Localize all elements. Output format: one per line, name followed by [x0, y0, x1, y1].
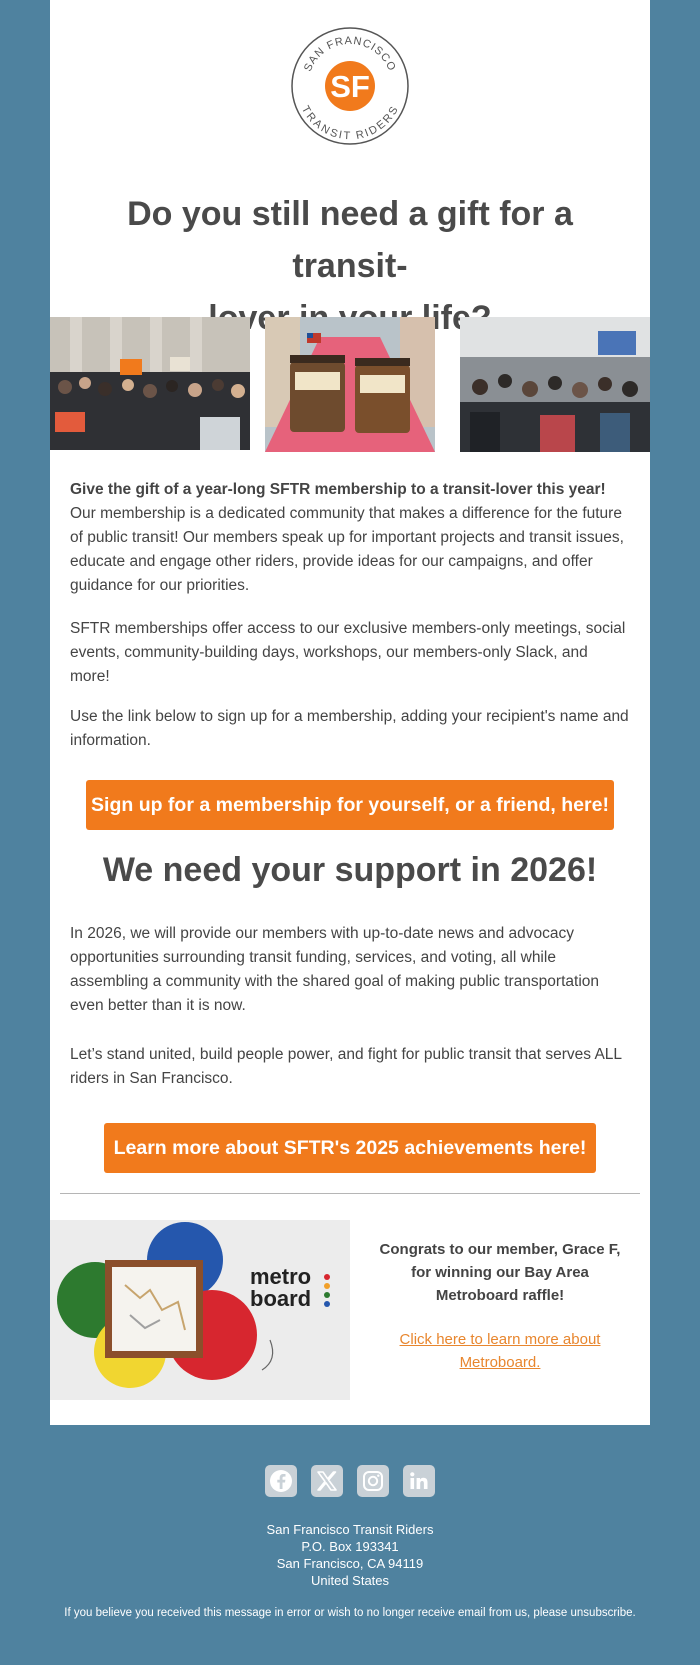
- unsubscribe-note[interactable]: If you believe you received this message in error or wish to no longer receive email from us, please unsubscribe.: [64, 1607, 636, 1619]
- address-box: P.O. Box 193341: [301, 1539, 399, 1554]
- membership-benefits-paragraph: SFTR memberships offer access to our exclusive members-only meetings, social events, community-building days, workshops, our members-only Slack, and more!: [70, 620, 626, 685]
- logo-top-text: SAN FRANCISCO: [301, 34, 399, 74]
- support-heading: We need your support in 2026!: [102, 851, 598, 889]
- signup-membership-button[interactable]: Sign up for a membership for yourself, or a friend, here!: [86, 780, 614, 830]
- stand-united-paragraph: Let’s stand united, build people power, and fight for public transit that serves ALL riders in San Francisco.: [70, 1046, 622, 1087]
- intro-rest: Our membership is a dedicated community that makes a difference for the future of public transit! Our members speak up for important projects and transit issues, educate and engage other riders, provide ideas for our campaigns, and offer guidance for our priorities.: [70, 505, 624, 594]
- intro-bold: Give the gift of a year-long SFTR membership to a transit-lover this year!: [70, 481, 606, 498]
- linkedin-icon[interactable]: [403, 1465, 435, 1497]
- address-city: San Francisco, CA 94119: [276, 1556, 424, 1571]
- page-title: Do you still need a gift for a transit- life?: [127, 195, 573, 337]
- address-org: San Francisco Transit Riders: [266, 1522, 434, 1537]
- logo-mark: SF: [330, 69, 370, 104]
- facebook-icon[interactable]: [265, 1465, 297, 1497]
- sftr-logo[interactable]: [290, 26, 410, 146]
- metroboard-link[interactable]: Click here to learn more about Metroboard.: [399, 1331, 601, 1371]
- metroboard-image: [50, 1220, 350, 1400]
- x-icon[interactable]: [311, 1465, 343, 1497]
- section-divider: [60, 1193, 640, 1194]
- intro-paragraph: [70, 478, 630, 598]
- instagram-icon[interactable]: [357, 1465, 389, 1497]
- email-card: [50, 0, 650, 1425]
- rally-crowd-photo: [50, 317, 250, 450]
- signup-instructions-paragraph: Use the link below to sign up for a membership, adding your recipient's name and information.: [70, 708, 629, 749]
- address-country: United States: [310, 1573, 390, 1588]
- mailing-address: [0, 1521, 700, 1589]
- meeting-audience-photo: [460, 317, 650, 452]
- cable-cars-photo: [265, 317, 435, 452]
- logo-bottom-text: TRANSIT RIDERS: [298, 103, 402, 143]
- metroboard-brand-line1: metro: [250, 1264, 312, 1289]
- achievements-button[interactable]: Learn more about SFTR's 2025 achievements here!: [104, 1123, 596, 1173]
- social-links: [0, 1465, 700, 1497]
- support-paragraph: In 2026, we will provide our members with up-to-date news and advocacy opportunities surrounding transit funding, services, and voting, all while assembling a community with the shared goal of making public transportation even better than it is now.: [70, 925, 599, 1014]
- metroboard-brand-line2: board: [250, 1286, 312, 1311]
- raffle-winner-text: Congrats to our member, Grace F, for winning our Bay Area Metroboard raffle!: [379, 1241, 621, 1304]
